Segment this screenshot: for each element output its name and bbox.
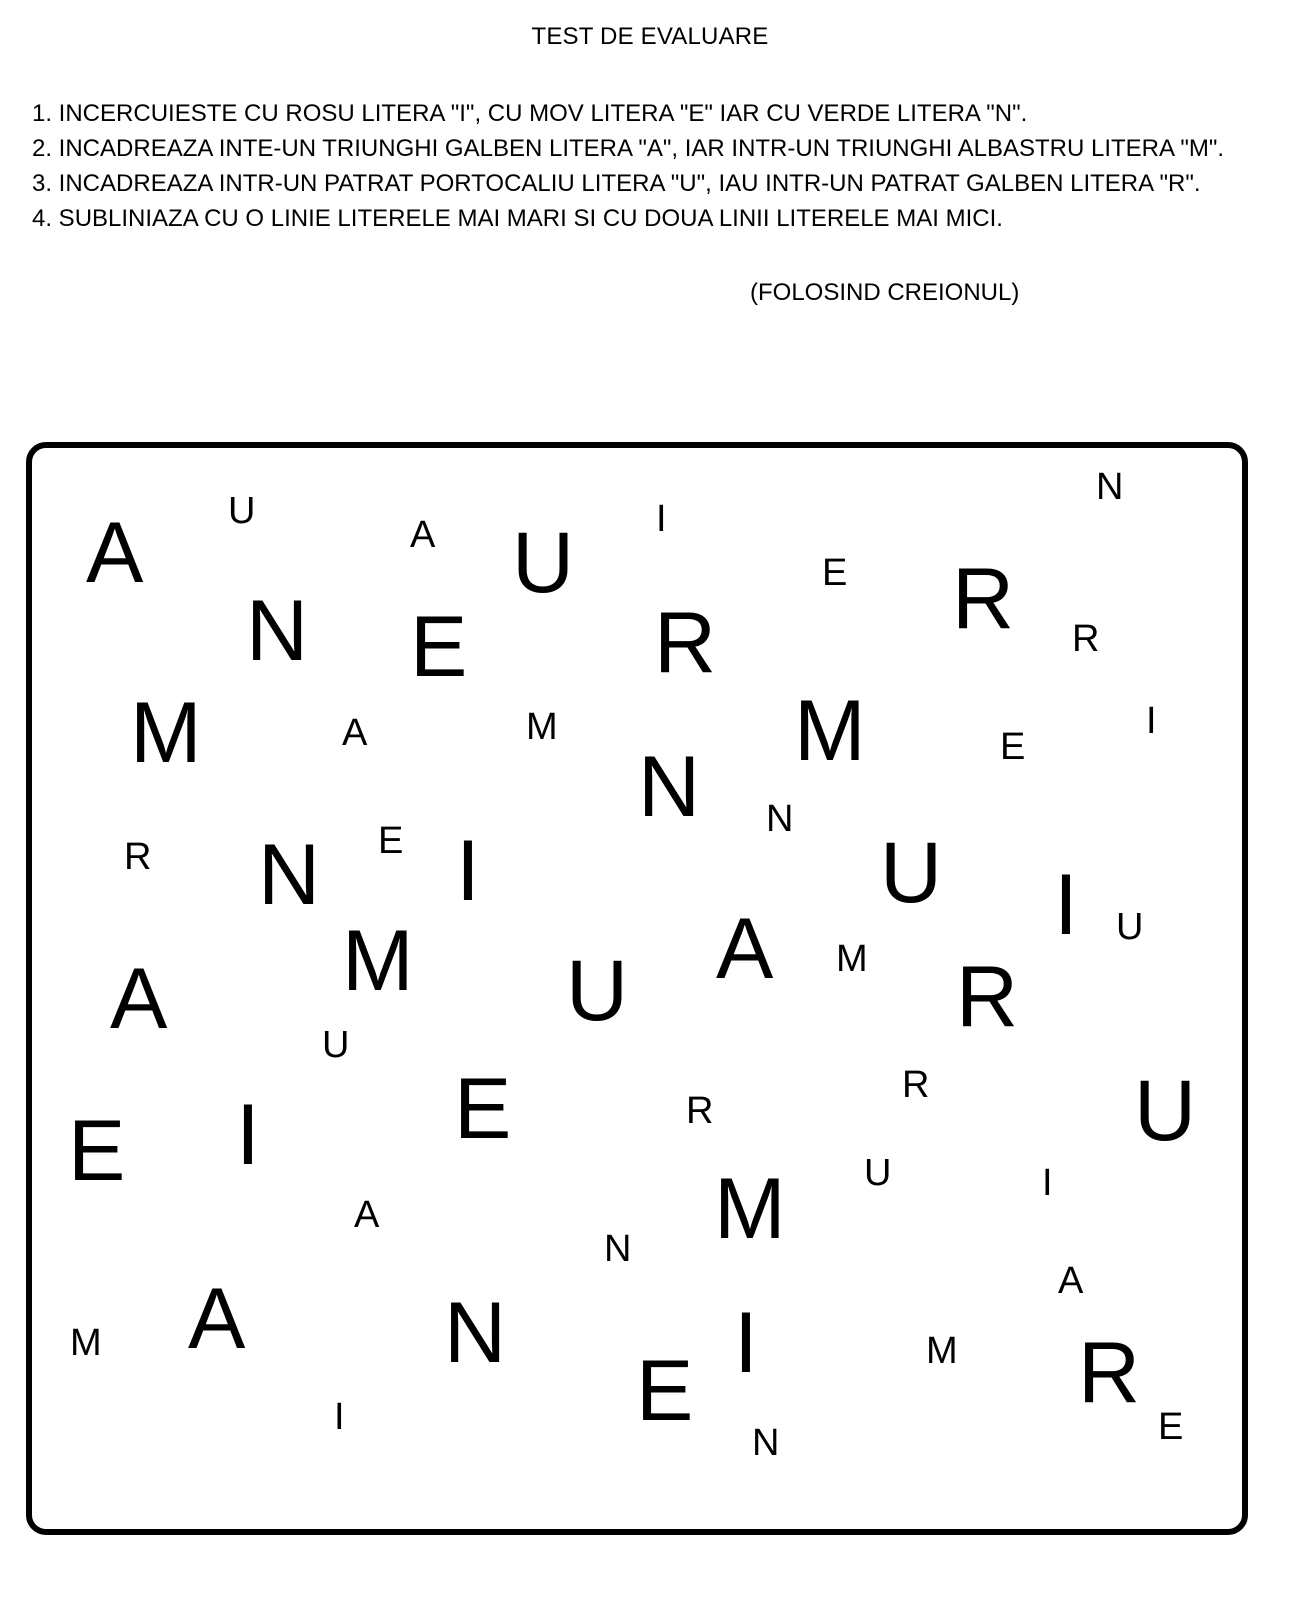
instruction-4: 4. SUBLINIAZA CU O LINIE LITERELE MAI MARI SI CU DOUA LINII LITERELE MAI MICI. <box>32 205 1003 232</box>
letter-m-small: M <box>70 1322 102 1364</box>
letter-a-small: A <box>410 514 436 556</box>
instructions-list <box>32 96 1262 236</box>
pencil-note: (FOLOSIND CREIONUL) <box>750 279 1020 306</box>
letter-u-small: U <box>322 1024 350 1066</box>
letter-a-big: A <box>86 505 144 601</box>
letter-n-small: N <box>766 798 794 840</box>
letter-e-small: E <box>822 552 848 594</box>
letter-r-big: R <box>654 595 717 691</box>
letter-a-small: A <box>1058 1260 1084 1302</box>
letter-e-big: E <box>636 1343 694 1439</box>
letter-i-small: I <box>656 498 667 540</box>
letter-i-big: I <box>456 823 480 919</box>
letter-n-small: N <box>1096 466 1124 508</box>
letter-m-big: M <box>714 1161 786 1257</box>
letter-m-small: M <box>926 1330 958 1372</box>
letter-i-big: I <box>734 1295 758 1391</box>
letter-a-big: A <box>110 951 168 1047</box>
letter-e-big: E <box>454 1061 512 1157</box>
letter-i-big: I <box>1054 857 1078 953</box>
letter-n-big: N <box>444 1285 507 1381</box>
letter-n-big: N <box>246 583 309 679</box>
letter-n-big: N <box>638 739 701 835</box>
letter-a-big: A <box>716 901 774 997</box>
letter-a-big: A <box>188 1271 246 1367</box>
letter-u-big: U <box>566 943 629 1039</box>
letter-r-small: R <box>686 1090 714 1132</box>
letter-r-big: R <box>952 551 1015 647</box>
letter-r-small: R <box>1072 618 1100 660</box>
letter-u-big: U <box>512 515 575 611</box>
letter-e-big: E <box>68 1103 126 1199</box>
letter-n-small: N <box>752 1422 780 1464</box>
letter-i-small: I <box>1146 700 1157 742</box>
letter-m-big: M <box>794 683 866 779</box>
instruction-1: 1. INCERCUIESTE CU ROSU LITERA "I", CU MOV LITERA "E" IAR CU VERDE LITERA "N". <box>32 100 1028 127</box>
instruction-2: 2. INCADREAZA INTE-UN TRIUNGHI GALBEN LITERA "A", IAR INTR-UN TRIUNGHI ALBASTRU LITERA "M". <box>32 135 1225 162</box>
letter-m-big: M <box>342 913 414 1009</box>
letter-m-small: M <box>836 938 868 980</box>
letter-e-small: E <box>1158 1406 1184 1448</box>
letter-m-big: M <box>130 685 202 781</box>
letter-r-big: R <box>1078 1325 1141 1421</box>
letter-r-small: R <box>902 1064 930 1106</box>
page-title: TEST DE EVALUARE <box>531 23 769 50</box>
letter-i-small: I <box>1042 1162 1053 1204</box>
letter-i-big: I <box>236 1087 260 1183</box>
letter-e-small: E <box>378 820 404 862</box>
letter-i-small: I <box>334 1396 345 1438</box>
letter-e-big: E <box>410 599 468 695</box>
letter-u-big: U <box>880 825 943 921</box>
instruction-3: 3. INCADREAZA INTR-UN PATRAT PORTOCALIU LITERA "U", IAU INTR-UN PATRAT GALBEN LITERA "R". <box>32 170 1201 197</box>
letter-a-small: A <box>354 1194 380 1236</box>
letter-r-big: R <box>956 949 1019 1045</box>
letter-m-small: M <box>526 706 558 748</box>
letter-e-small: E <box>1000 726 1026 768</box>
letter-r-small: R <box>124 836 152 878</box>
letter-u-big: U <box>1134 1063 1197 1159</box>
letter-a-small: A <box>342 712 368 754</box>
letter-u-small: U <box>228 490 256 532</box>
letter-u-small: U <box>864 1152 892 1194</box>
letter-n-small: N <box>604 1228 632 1270</box>
letter-n-big: N <box>258 827 321 923</box>
letter-u-small: U <box>1116 906 1144 948</box>
